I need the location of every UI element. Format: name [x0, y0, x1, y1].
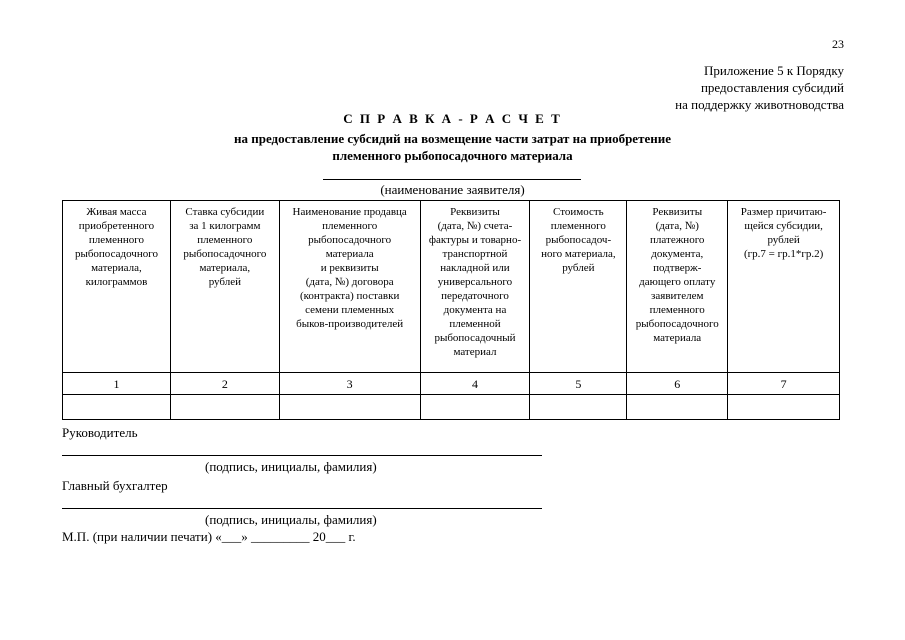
header-text-line: щейся субсидии, — [744, 220, 823, 232]
header-cell-col-5 — [530, 201, 627, 373]
header-text-line: Размер причитаю- — [740, 206, 827, 218]
header-text-line: ного материала, — [541, 248, 616, 260]
header-text-line: племенного — [550, 220, 606, 232]
header-text-line: накладной или — [440, 262, 510, 274]
header-text-line: рыбопосадочного — [308, 234, 392, 246]
head-label: Руководитель — [62, 425, 138, 440]
header-text-line: племенной — [449, 318, 501, 330]
empty-data-cell[interactable] — [530, 395, 627, 420]
header-text-line: материала — [653, 332, 702, 344]
appendix-line-3: на поддержку животноводства — [675, 97, 844, 112]
header-text-line: (контракта) поставки — [299, 290, 400, 302]
column-number-cell: 5 — [530, 373, 627, 395]
table-number-row — [63, 373, 840, 395]
header-cell-col-1 — [63, 201, 171, 373]
header-text-line: (дата, №) — [655, 220, 699, 232]
subtitle-line-2: племенного рыбопосадочного материала — [332, 148, 573, 163]
column-number-cell: 2 — [170, 373, 279, 395]
header-text-line: племенного — [197, 234, 253, 246]
column-number-cell: 4 — [420, 373, 530, 395]
accountant-signature-line — [62, 508, 542, 509]
header-text-line: рублей — [767, 234, 800, 246]
empty-data-cell[interactable] — [728, 395, 840, 420]
header-text-line: (дата, №) счета- — [437, 220, 513, 232]
header-text-line: фактуры и товарно- — [428, 234, 522, 246]
header-text-line: рублей — [208, 276, 241, 288]
header-text-line: Реквизиты — [450, 206, 500, 218]
header-text-line: Стоимость — [553, 206, 604, 218]
accountant-label: Главный бухгалтер — [62, 478, 168, 493]
header-text-line: подтверж- — [653, 262, 702, 274]
calculation-table — [62, 200, 840, 420]
subtitle-line-1: на предоставление субсидий на возмещение части затрат на приобретение — [234, 131, 671, 146]
empty-data-cell[interactable] — [170, 395, 279, 420]
appendix-note — [675, 62, 844, 113]
header-cell-col-2 — [170, 201, 279, 373]
header-text-line: передаточного — [441, 290, 509, 302]
header-text-line: Живая масса — [86, 206, 147, 218]
header-text-line: племенного — [88, 234, 144, 246]
header-text-line: рыбопосадочного — [183, 248, 267, 260]
table-data-row — [63, 395, 840, 420]
header-text-line: материала, — [91, 262, 142, 274]
document-subtitle — [0, 130, 905, 164]
empty-data-cell[interactable] — [420, 395, 530, 420]
document-title: С П Р А В К А - Р А С Ч Е Т — [343, 111, 562, 126]
header-text-line: Наименование продавца — [292, 206, 407, 218]
column-number-cell: 6 — [627, 373, 728, 395]
stamp-date-line: М.П. (при наличии печати) «___» _________ 20___ г. — [62, 529, 356, 544]
empty-data-cell[interactable] — [279, 395, 420, 420]
header-cell-col-6 — [627, 201, 728, 373]
appendix-line-1: Приложение 5 к Порядку — [704, 63, 844, 78]
column-number-cell: 7 — [728, 373, 840, 395]
header-text-line: документа на — [443, 304, 507, 316]
applicant-name-line — [323, 179, 581, 180]
header-text-line: (гр.7 = гр.1*гр.2) — [743, 248, 824, 260]
header-text-line: платежного — [650, 234, 705, 246]
header-cell-col-3 — [279, 201, 420, 373]
header-text-line: племенного — [649, 304, 705, 316]
page-number: 23 — [832, 37, 844, 51]
header-cell-col-7 — [728, 201, 840, 373]
header-text-line: материала, — [199, 262, 251, 274]
accountant-signature-caption: (подпись, инициалы, фамилия) — [205, 512, 377, 527]
empty-data-cell[interactable] — [63, 395, 171, 420]
header-text-line: рублей — [562, 262, 595, 274]
header-text-line: килограммов — [85, 276, 148, 288]
appendix-line-2: предоставления субсидий — [700, 80, 844, 95]
table-header-row — [63, 201, 840, 373]
header-text-line: приобретенного — [78, 220, 155, 232]
header-text-line: рыбопосадочного — [74, 248, 158, 260]
column-number-cell: 1 — [63, 373, 171, 395]
header-text-line: рыбопосадочного — [635, 318, 719, 330]
header-text-line: быков-производителей — [296, 318, 404, 330]
header-cell-col-4 — [420, 201, 530, 373]
empty-data-cell[interactable] — [627, 395, 728, 420]
header-text-line: универсального — [437, 276, 513, 288]
header-text-line: Реквизиты — [652, 206, 703, 218]
header-text-line: материала — [325, 248, 374, 260]
applicant-caption: (наименование заявителя) — [380, 182, 525, 197]
header-text-line: материал — [453, 346, 497, 358]
head-signature-line — [62, 455, 542, 456]
header-text-line: заявителем — [651, 290, 704, 302]
header-text-line: дающего оплату — [639, 276, 716, 288]
column-number-cell: 3 — [279, 373, 420, 395]
head-signature-caption: (подпись, инициалы, фамилия) — [205, 459, 377, 474]
header-text-line: Ставка субсидии — [185, 206, 265, 218]
header-text-line: (дата, №) договора — [305, 276, 394, 288]
header-text-line: документа, — [651, 248, 704, 260]
header-text-line: рыбопосадочный — [434, 332, 516, 344]
header-text-line: и реквизиты — [320, 262, 379, 274]
header-text-line: племенного — [322, 220, 378, 232]
header-text-line: за 1 килограмм — [189, 220, 261, 232]
header-text-line: рыбопосадоч- — [545, 234, 612, 246]
header-text-line: семени племенных — [305, 304, 395, 316]
header-text-line: транспортной — [442, 248, 508, 260]
